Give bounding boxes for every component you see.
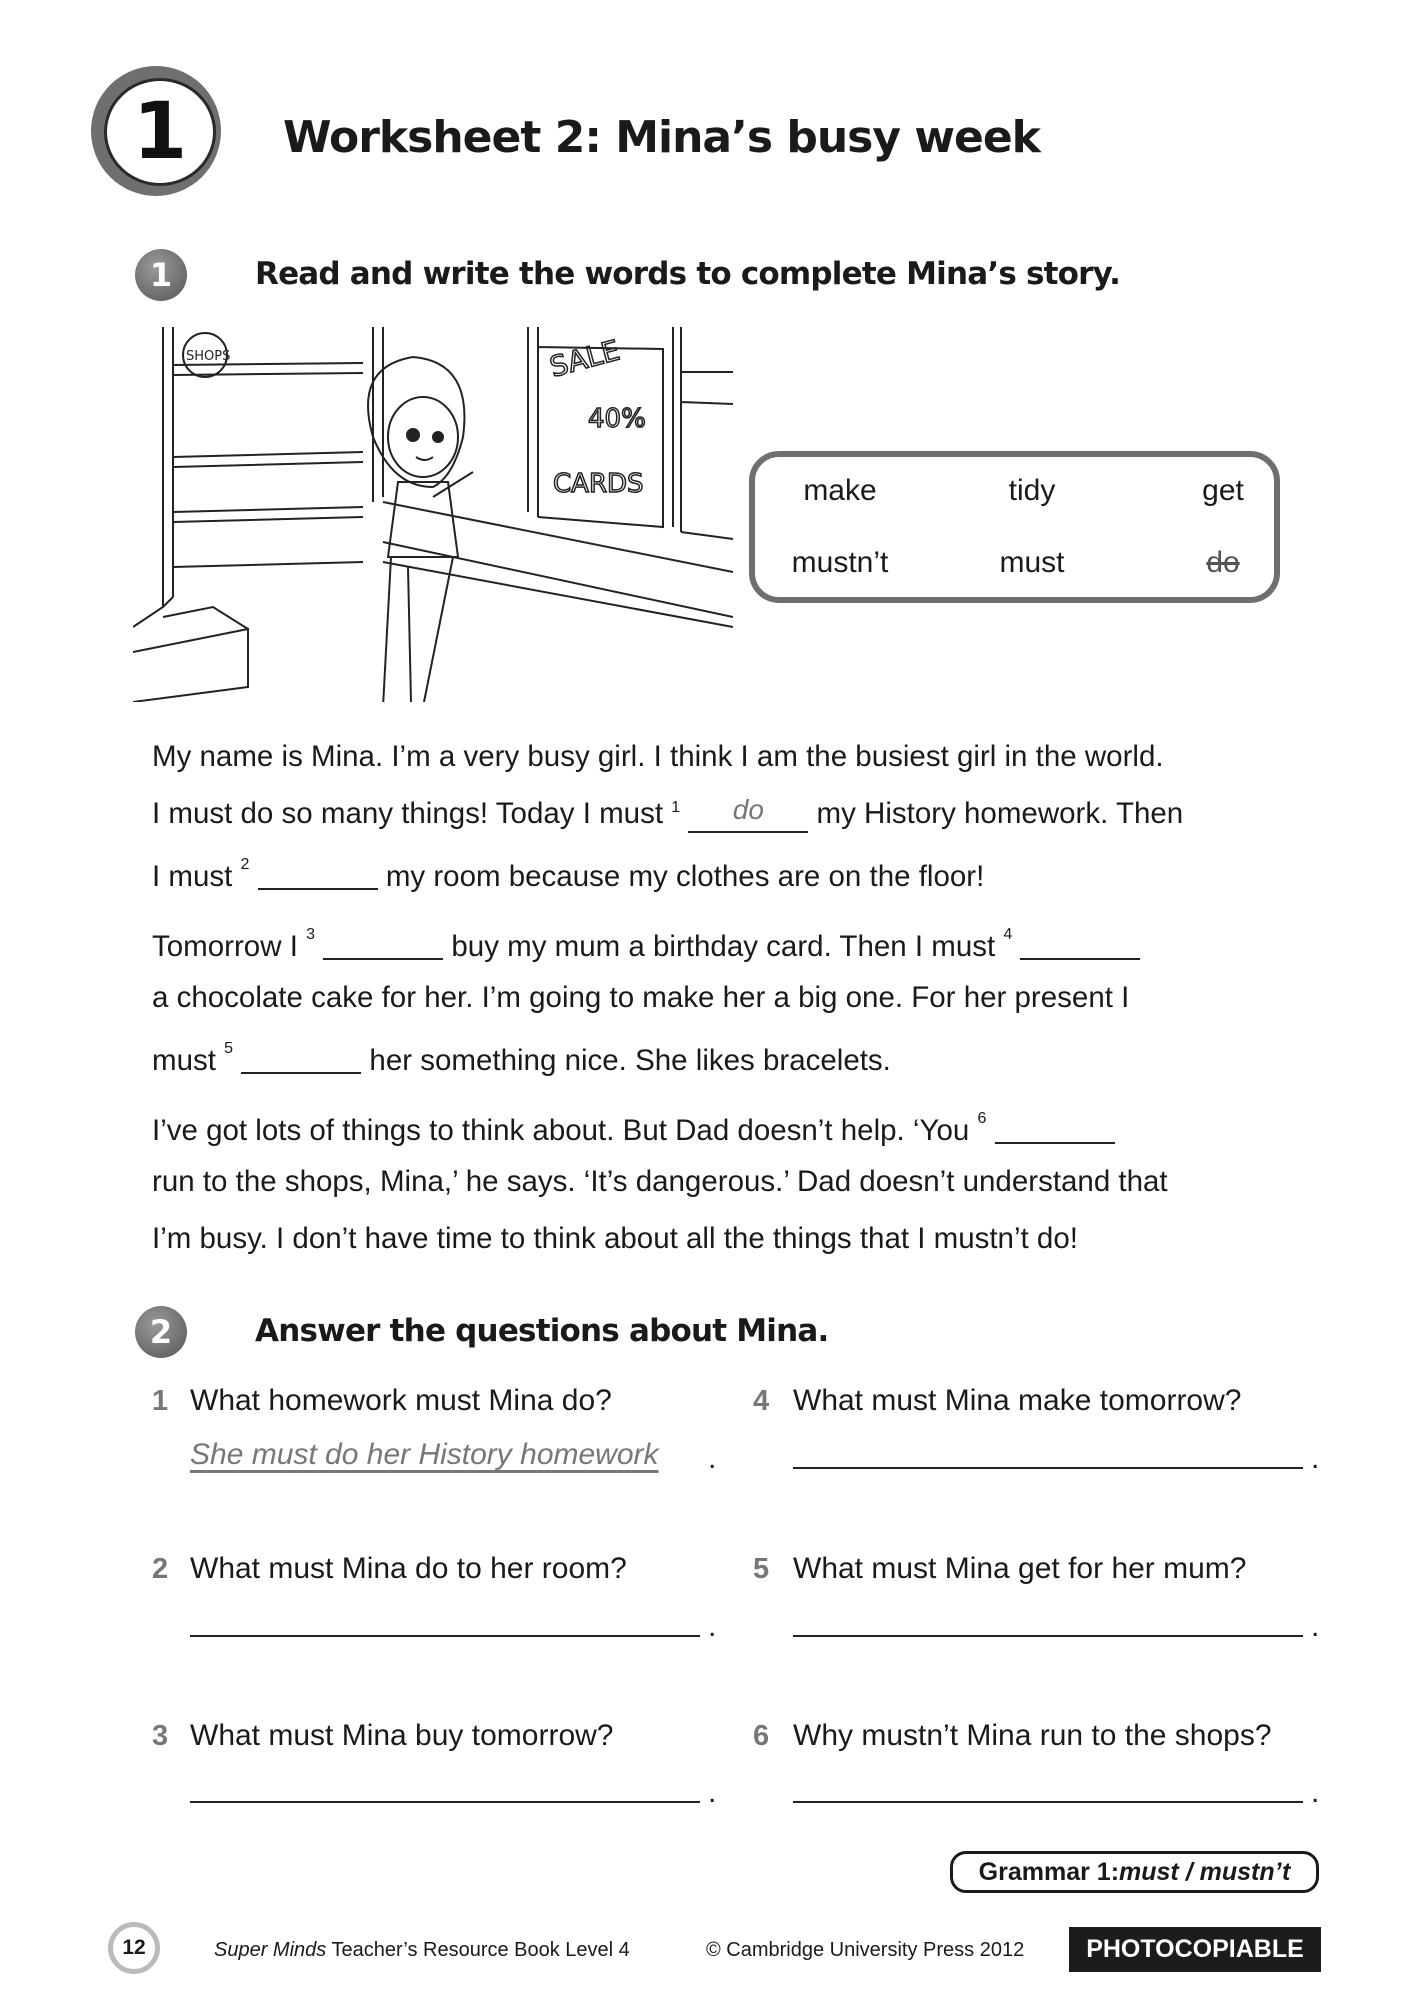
story-text: must xyxy=(152,1044,225,1077)
full-stop: . xyxy=(1311,1610,1320,1643)
story-text: my room because my clothes are on the floor! xyxy=(377,860,985,893)
book-name: Teacher’s Resource Book Level 4 xyxy=(326,1939,630,1961)
story-text: I must do so many things! Today I must xyxy=(152,797,672,830)
exercise-1-instruction: Read and write the words to complete Mina’s story. xyxy=(255,256,1121,292)
question-number: 6 xyxy=(753,1720,770,1752)
full-stop: . xyxy=(708,1442,717,1475)
story-text: a chocolate cake for her. I’m going to make her a big one. For her present I xyxy=(152,981,1130,1014)
story-text: my History homework. Then xyxy=(808,797,1184,830)
gap-5-field[interactable] xyxy=(241,1042,361,1074)
story-line xyxy=(152,1108,1115,1148)
word-tidy: tidy xyxy=(1008,474,1056,507)
example-answer: do xyxy=(732,794,764,825)
page-title: Worksheet 2: Mina’s busy week xyxy=(283,112,1040,163)
copyright: © Cambridge University Press 2012 xyxy=(706,1939,1025,1961)
book-series: Super Minds xyxy=(214,1939,327,1961)
story-text: buy my mum a birthday card. Then I must xyxy=(443,930,1004,963)
unit-number-badge: 1 xyxy=(104,78,216,186)
gap-number: 2 xyxy=(240,856,250,873)
photocopiable-badge: PHOTOCOPIABLE xyxy=(1069,1927,1321,1972)
word-make: make xyxy=(803,474,877,507)
answer-2-field[interactable] xyxy=(190,1635,700,1637)
full-stop: . xyxy=(708,1610,717,1643)
shop-illustration xyxy=(133,327,733,702)
gap-2-field[interactable] xyxy=(258,858,378,890)
gap-number: 1 xyxy=(671,799,681,816)
question-text: Why mustn’t Mina run to the shops? xyxy=(793,1719,1272,1752)
question-number: 4 xyxy=(753,1385,770,1417)
shop-sign-text: SHOPS xyxy=(186,349,231,364)
grammar-label: Grammar 1: xyxy=(978,1857,1120,1886)
question-text: What must Mina buy tomorrow? xyxy=(190,1719,614,1752)
story-line xyxy=(152,1222,1078,1256)
answer-5-field[interactable] xyxy=(793,1635,1303,1637)
gap-number: 3 xyxy=(306,926,315,943)
exercise-2-badge: 2 xyxy=(135,1306,187,1358)
gap-number: 4 xyxy=(1003,926,1013,943)
word-get: get xyxy=(1202,474,1244,507)
book-title xyxy=(214,1939,630,1962)
word-do-crossed: do xyxy=(1206,546,1240,579)
story-line xyxy=(152,924,1140,964)
story-line xyxy=(152,981,1129,1015)
question-text: What must Mina get for her mum? xyxy=(793,1552,1247,1585)
gap-number: 6 xyxy=(977,1110,987,1127)
word-must: must xyxy=(999,546,1065,579)
question-number: 5 xyxy=(753,1553,770,1585)
gap-1-field[interactable] xyxy=(688,794,808,833)
gap-number: 5 xyxy=(224,1040,234,1057)
story-line xyxy=(152,1038,891,1078)
story-text: her something nice. She likes bracelets. xyxy=(361,1044,891,1077)
full-stop: . xyxy=(708,1776,717,1809)
answer-6-field[interactable] xyxy=(793,1801,1303,1803)
gap-4-field[interactable] xyxy=(1020,928,1140,960)
story-line xyxy=(152,740,1164,774)
word-mustnt: mustn’t xyxy=(791,546,889,579)
story-line xyxy=(152,794,1184,831)
poster-cards: CARDS xyxy=(553,469,644,499)
example-answer: She must do her History homework xyxy=(190,1438,659,1471)
grammar-tag xyxy=(950,1851,1319,1893)
page-number: 12 xyxy=(108,1922,160,1974)
poster-sale: SALE xyxy=(546,333,624,384)
story-text: run to the shops, Mina,’ he says. ‘It’s dangerous.’ Dad doesn’t understand that xyxy=(152,1165,1168,1198)
answer-3-field[interactable] xyxy=(190,1801,700,1803)
question-text: What must Mina do to her room? xyxy=(190,1552,627,1585)
question-text: What must Mina make tomorrow? xyxy=(793,1384,1242,1417)
gap-6-field[interactable] xyxy=(995,1112,1115,1144)
gap-3-field[interactable] xyxy=(323,928,443,960)
story-text: I’ve got lots of things to think about. But Dad doesn’t help. ‘You xyxy=(152,1114,978,1147)
question-text: What homework must Mina do? xyxy=(190,1384,612,1417)
story-text: I’m busy. I don’t have time to think about all the things that I mustn’t do! xyxy=(152,1222,1078,1255)
full-stop: . xyxy=(1311,1442,1320,1475)
story-line xyxy=(152,854,984,894)
poster-discount: 40% xyxy=(588,404,646,434)
question-number: 2 xyxy=(152,1553,169,1585)
exercise-2-instruction: Answer the questions about Mina. xyxy=(255,1313,829,1349)
story-text: I must xyxy=(152,860,241,893)
question-number: 3 xyxy=(152,1720,169,1752)
story-line xyxy=(152,1165,1168,1199)
question-number: 1 xyxy=(152,1385,169,1417)
answer-4-field[interactable] xyxy=(793,1467,1303,1469)
story-text: My name is Mina. I’m a very busy girl. I think I am the busiest girl in the world. xyxy=(152,740,1164,773)
exercise-1-badge: 1 xyxy=(135,249,187,301)
story-text: Tomorrow I xyxy=(152,930,307,963)
grammar-topic: must / mustn’t xyxy=(1119,1857,1291,1886)
full-stop: . xyxy=(1311,1776,1320,1809)
